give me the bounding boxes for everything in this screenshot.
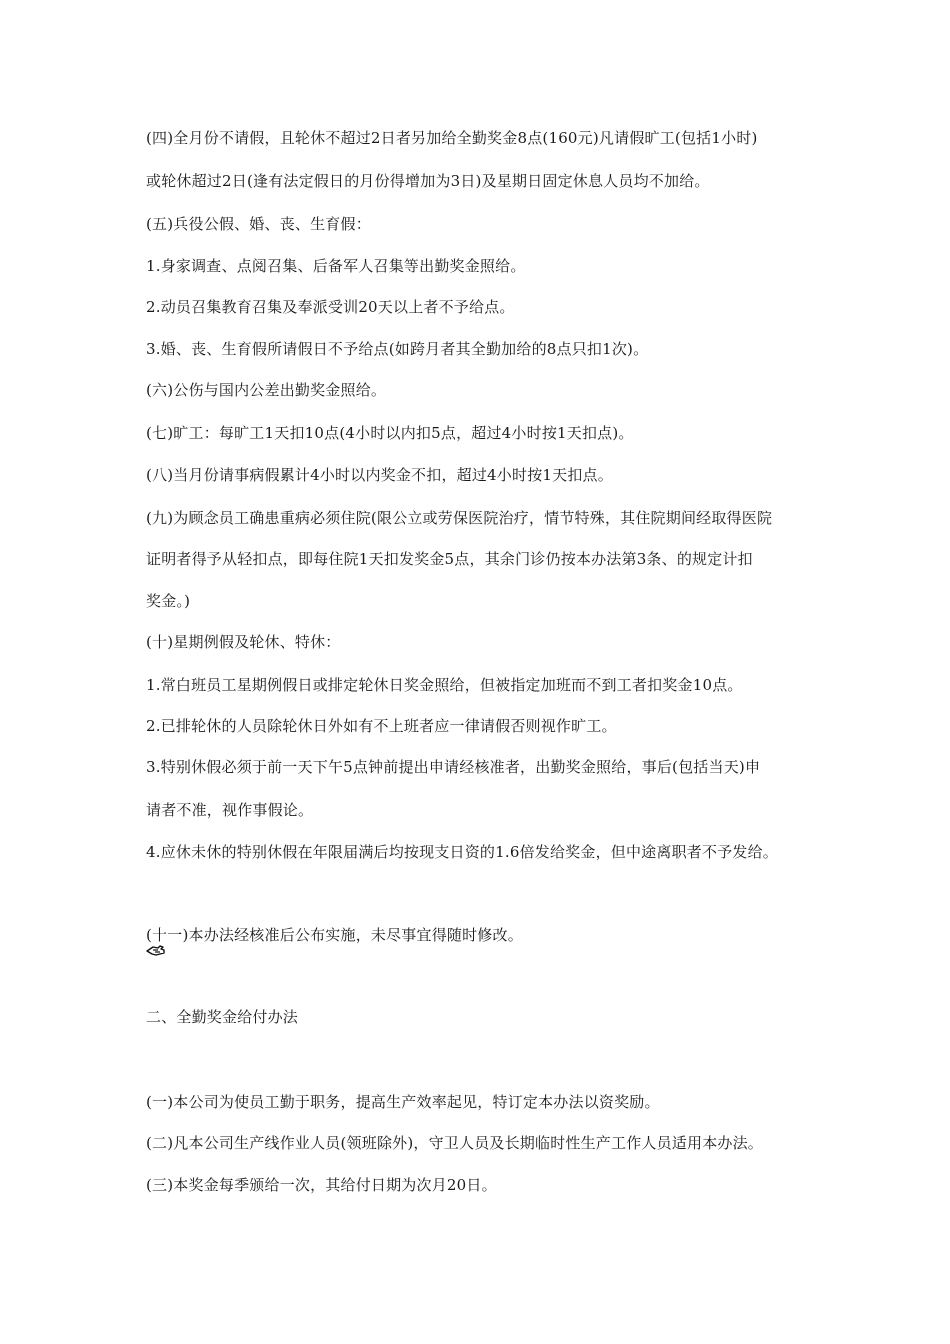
paragraph-line: 2.已排轮休的人员除轮休日外如有不上班者应一律请假否则视作旷工。 xyxy=(146,717,617,735)
paragraph-line: (七)旷工：每旷工1天扣10点(4小时以内扣5点，超过4小时按1天扣点)。 xyxy=(146,424,634,442)
paragraph-line: (四)全月份不请假，且轮休不超过2日者另加给全勤奖金8点(160元)凡请假旷工(包括1小时) xyxy=(146,129,758,147)
paragraph-line: (十一)本办法经核准后公布实施，未尽事宜得随时修改。 xyxy=(146,926,523,944)
hand-pointer-icon xyxy=(146,944,166,958)
paragraph-line: 证明者得予从轻扣点，即每住院1天扣发奖金5点，其余门诊仍按本办法第3条、的规定计扣 xyxy=(146,550,753,568)
paragraph-line: (二)凡本公司生产线作业人员(领班除外)，守卫人员及长期临时性生产工作人员适用本办法。 xyxy=(146,1134,764,1152)
paragraph-line: 或轮休超过2日(逢有法定假日的月份得增加为3日)及星期日固定休息人员均不加给。 xyxy=(146,172,710,190)
paragraph-line: (六)公伤与国内公差出勤奖金照给。 xyxy=(146,381,387,399)
paragraph-line: (一)本公司为使员工勤于职务，提高生产效率起见，特订定本办法以资奖励。 xyxy=(146,1093,660,1111)
paragraph-line: 1.常白班员工星期例假日或排定轮休日奖金照给，但被指定加班而不到工者扣奖金10点。 xyxy=(146,676,743,694)
paragraph-line: 4.应休未休的特别休假在年限届满后均按现支日资的1.6倍发给奖金，但中途离职者不予发给。 xyxy=(146,843,778,861)
paragraph-line: (九)为顾念员工确患重病必须住院(限公立或劳保医院治疗，情节特殊，其住院期间经取得医院 xyxy=(146,509,773,527)
section-heading: 二、全勤奖金给付办法 xyxy=(146,1008,299,1026)
paragraph-line: 请者不准，视作事假论。 xyxy=(146,801,314,819)
paragraph-line: 3.特别休假必须于前一天下午5点钟前提出申请经核准者，出勤奖金照给，事后(包括当天)申 xyxy=(146,758,761,776)
paragraph-line: 2.动员召集教育召集及奉派受训20天以上者不予给点。 xyxy=(146,298,515,316)
paragraph-line: (三)本奖金每季颁给一次，其给付日期为次月20日。 xyxy=(146,1176,497,1194)
paragraph-line: 奖金。) xyxy=(146,592,191,610)
paragraph-line: (五)兵役公假、婚、丧、生育假： xyxy=(146,215,371,233)
paragraph-line: (十)星期例假及轮休、特休： xyxy=(146,633,341,651)
paragraph-line: (八)当月份请事病假累计4小时以内奖金不扣，超过4小时按1天扣点。 xyxy=(146,466,613,484)
paragraph-line: 1.身家调查、点阅召集、后备军人召集等出勤奖金照给。 xyxy=(146,257,526,275)
paragraph-line: 3.婚、丧、生育假所请假日不予给点(如跨月者其全勤加给的8点只扣1次)。 xyxy=(146,340,649,358)
